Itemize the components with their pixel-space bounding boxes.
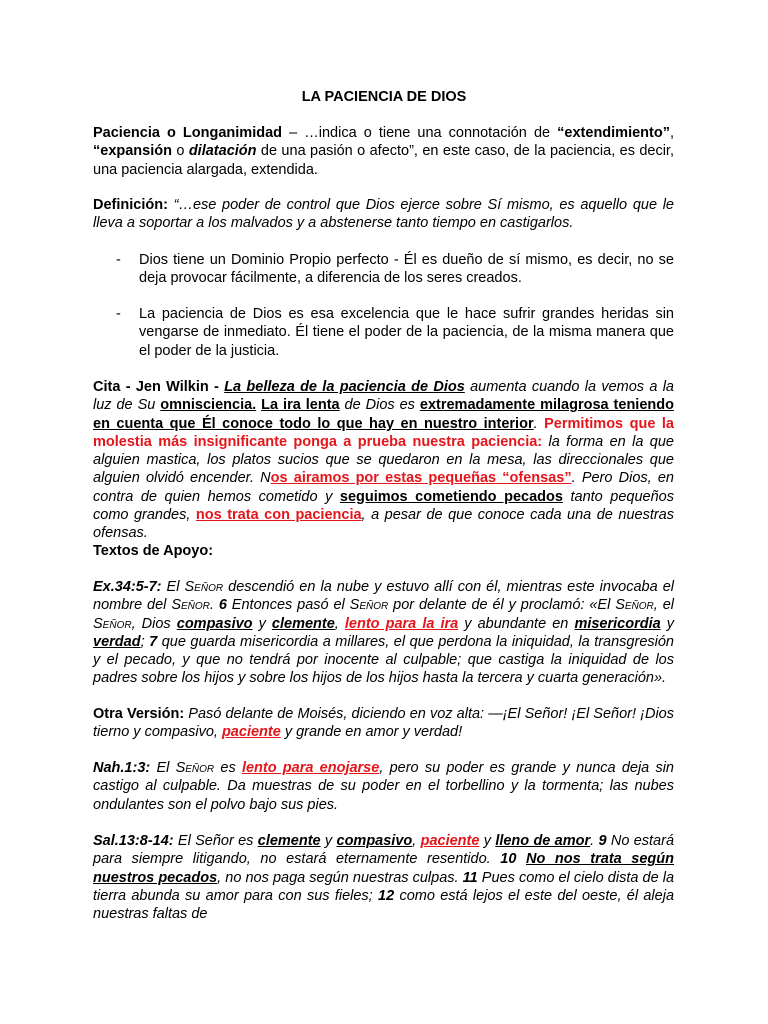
bullet-dash: - <box>116 252 121 268</box>
text: es <box>214 760 242 776</box>
text: Señor <box>184 579 224 595</box>
text: . <box>590 833 599 849</box>
emphasis: seguimos cometiendo pecados <box>339 488 563 505</box>
emphasis: La belleza de la paciencia de Dios <box>224 379 465 395</box>
emphasis: misericordia <box>574 615 661 632</box>
text: la forma en la que alguien mastica, los platos sucios que se quedaron en la mesa, las direccionales que alguien olvidó encender. N <box>93 433 674 487</box>
text: , el <box>653 597 675 614</box>
verse-number: 7 <box>149 633 158 650</box>
emphasis: omnisciencia. <box>160 397 257 414</box>
highlight: lento para la ira <box>344 615 459 632</box>
paragraph-exodus <box>93 578 674 688</box>
quote-label: Cita - Jen Wilkin - <box>93 379 225 395</box>
definition-text: “…ese poder de control que Dios ejerce sobre Sí mismo, es aquello que le lleva a soportar a los malvados y a abstenerse tanto tiempo en castigarlos. <box>93 197 674 232</box>
text: El <box>150 760 176 776</box>
paragraph-quote <box>93 378 674 543</box>
text: , <box>412 833 421 849</box>
list-item <box>116 305 674 360</box>
text: de una pasión o afecto”, en este caso, de la paciencia, es decir, una paciencia alargada, extendida. <box>93 143 674 178</box>
text: Señor <box>171 597 210 614</box>
text: , Dios <box>131 615 177 632</box>
text: , pero su poder es grande y nunca deja sin castigo al culpable. Da muestras de su poder en el torbellino y la tormenta; las nubes ondulantes son el polvo bajo sus pies. <box>93 760 674 813</box>
highlight: Permitimos que la molestia más insignificante ponga a prueba nuestra paciencia: <box>93 415 675 450</box>
emphasis: No nos trata según nuestros pecados <box>93 851 674 886</box>
emphasis: verdad <box>93 633 141 650</box>
text: , a pesar de que conoce cada una de nuestras ofensas. <box>93 507 674 542</box>
emphasis: compasivo <box>336 833 413 849</box>
verse-reference: Ex.34:5-7: <box>93 579 162 595</box>
heading-text: Textos de Apoyo: <box>93 543 214 559</box>
text: y grande en amor y verdad! <box>280 724 463 741</box>
text: , <box>669 125 674 141</box>
text: El Señor es <box>173 833 258 849</box>
highlight: paciente <box>420 833 480 849</box>
verse-number: 6 <box>218 597 227 614</box>
keyword: “extendimiento” <box>557 125 670 141</box>
paragraph-nahum <box>93 759 674 814</box>
text: Señor <box>93 615 132 632</box>
paragraph-definition <box>93 196 674 233</box>
emphasis: extremadamente milagrosa teniendo en cuenta que Él conoce todo lo que hay en nuestro interior <box>93 397 674 432</box>
verse-number: 9 <box>598 833 607 849</box>
text: y <box>320 833 337 849</box>
text: como está lejos el este del oeste, él aleja nuestras faltas de <box>93 887 675 923</box>
label: Otra Versión: <box>93 706 185 722</box>
list-item <box>116 251 674 288</box>
text: de Dios es <box>339 397 420 414</box>
text: . <box>533 415 545 432</box>
text: No estará para siempre litigando, no estará eternamente resentido. <box>93 833 675 868</box>
keyword: “expansión <box>93 143 172 160</box>
text: , <box>334 615 345 632</box>
text: descendió en la nube y estuvo allí con él, mientras este invocaba el nombre del <box>93 579 675 614</box>
section-heading <box>93 542 674 560</box>
text: Señor <box>175 760 215 776</box>
page-title: LA PACIENCIA DE DIOS <box>301 89 467 105</box>
text: ; <box>140 633 150 650</box>
emphasis: clemente <box>271 615 335 632</box>
emphasis: La ira lenta <box>261 397 340 414</box>
verse-reference: Nah.1:3: <box>93 760 151 776</box>
text <box>516 851 526 867</box>
text: y abundante en <box>458 615 575 632</box>
text: . Pero Dios, en contra de quien hemos cometido y <box>93 470 674 505</box>
text: que guarda misericordia a millares, el que perdona la iniquidad, la transgresión y el pecado, y que no tendrá por inocente al culpable; que castiga la iniquidad de los padres sobre los hijos y sobre los hijos de los hijos hasta la tercera y cuarta generación». <box>93 633 674 687</box>
highlight: lento para enojarse <box>241 760 380 776</box>
text: , no nos paga según nuestras culpas. <box>217 869 463 886</box>
definition-label: Definición: <box>93 197 168 213</box>
emphasis: lleno de amor <box>495 833 591 849</box>
paragraph-psalm <box>93 832 674 923</box>
verse-reference: Sal.13:8-14: <box>93 833 174 849</box>
bullet-dash: - <box>116 306 121 322</box>
text: y <box>660 615 675 632</box>
text: Pasó delante de Moisés, diciendo en voz alta: —¡El Señor! ¡El Señor! ¡Dios tierno y compasivo, <box>93 706 674 741</box>
paragraph-definition-term <box>93 124 674 179</box>
text: tanto pequeños como grandes, <box>93 488 674 524</box>
text: Señor <box>349 597 389 614</box>
text: Señor <box>615 597 654 614</box>
paragraph-other-version <box>93 705 674 742</box>
highlight: os airamos por estas pequeñas “ofensas” <box>270 470 572 487</box>
emphasis: clemente <box>257 833 321 849</box>
text: y <box>479 833 496 849</box>
list-item-text: La paciencia de Dios es esa excelencia que le hace sufrir grandes heridas sin vengarse de inmediato. Él tiene el poder de la paciencia, de la misma manera que el poder de la justicia. <box>139 306 674 359</box>
highlight: paciente <box>221 724 281 741</box>
text: – …indica o tiene una connotación de <box>282 125 558 141</box>
text: o <box>171 143 189 160</box>
text: . <box>209 597 219 614</box>
highlight: nos trata con paciencia <box>195 507 362 524</box>
keyword: dilatación <box>188 143 257 160</box>
emphasis: compasivo <box>176 615 253 632</box>
text: Entonces pasó el <box>226 597 350 614</box>
term-label: Paciencia o Longanimidad <box>93 125 283 141</box>
text: por delante de él y proclamó: «El <box>388 597 616 614</box>
text: El <box>161 579 185 595</box>
text: y <box>252 615 272 632</box>
text: Pues como el cielo dista de la tierra abunda su amor para con sus fieles; <box>93 869 675 904</box>
verse-number: 12 <box>378 887 395 904</box>
text: aumenta cuando la vemos a la luz de Su <box>93 379 674 414</box>
verse-number: 11 <box>462 869 478 886</box>
verse-number: 10 <box>500 851 517 868</box>
list-item-text: Dios tiene un Dominio Propio perfecto - Él es dueño de sí mismo, es decir, no se deja provocar fácilmente, a diferencia de los seres creados. <box>139 252 674 287</box>
